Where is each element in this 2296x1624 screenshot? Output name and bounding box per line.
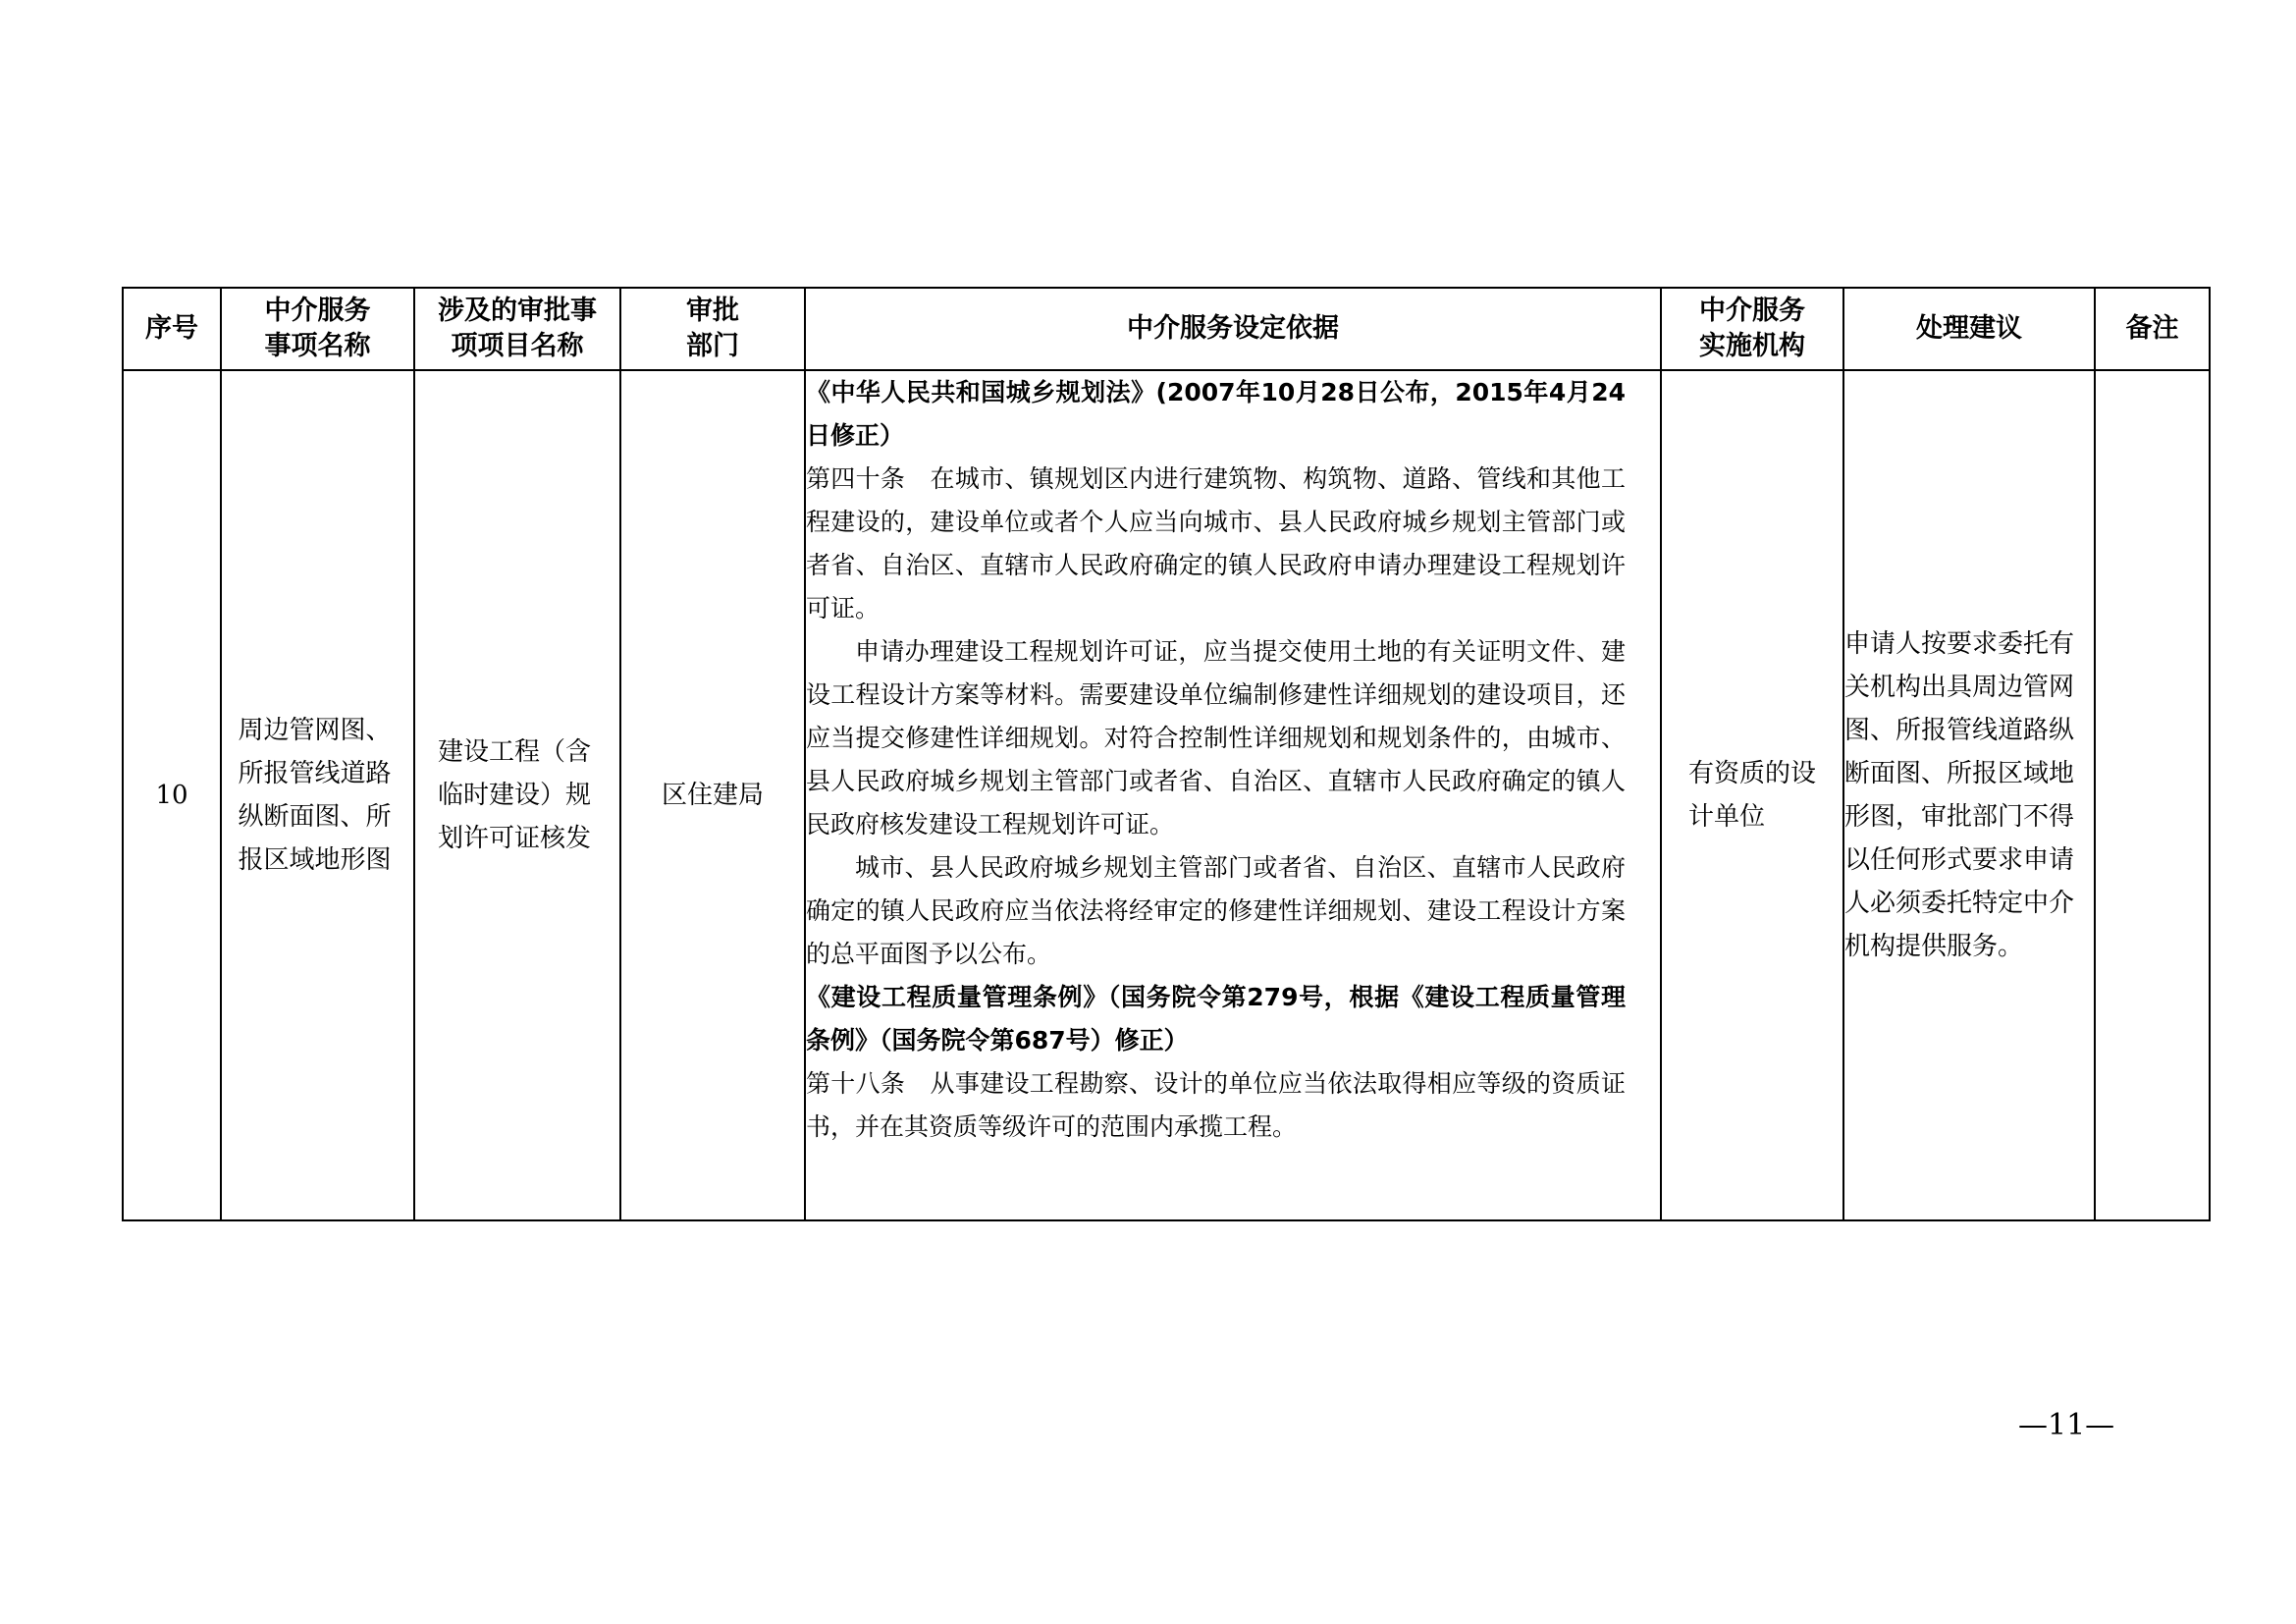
header-dept: 审批部门	[620, 288, 805, 370]
cell-remark	[2095, 370, 2210, 1220]
page-number: —11—	[2018, 1408, 2115, 1442]
law1-paragraph-3: 城市、县人民政府城乡规划主管部门或者省、自治区、直辖市人民政府确定的镇人民政府应当依法将经审定的修建性详细规划、建设工程设计方案的总平面图予以公布。	[806, 853, 1626, 968]
header-approval-item: 涉及的审批事项项目名称	[414, 288, 620, 370]
cell-seq: 10	[123, 370, 221, 1220]
law1-article: 第四十条 在城市、镇规划区内进行建筑物、构筑物、道路、管线和其他工程建设的，建设单位或者个人应当向城市、县人民政府城乡规划主管部门或者省、自治区、直辖市人民政府确定的镇人民政府申请办理建设工程规划许可证。	[806, 464, 1626, 623]
law1-paragraph-2: 申请办理建设工程规划许可证，应当提交使用土地的有关证明文件、建设工程设计方案等材料。需要建设单位编制修建性详细规划的建设项目，还应当提交修建性详细规划。对符合控制性详细规划和规划条件的，由城市、县人民政府城乡规划主管部门或者省、自治区、直辖市人民政府确定的镇人民政府核发建设工程规划许可证。	[806, 637, 1626, 839]
cell-suggestion: 申请人按要求委托有关机构出具周边管网图、所报管线道路纵断面图、所报区域地形图，审批部门不得以任何形式要求申请人必须委托特定中介机构提供服务。	[1843, 370, 2095, 1220]
cell-item-name: 周边管网图、所报管线道路纵断面图、所报区域地形图	[221, 370, 414, 1220]
header-agency: 中介服务实施机构	[1661, 288, 1843, 370]
cell-agency: 有资质的设计单位	[1661, 370, 1843, 1220]
header-remark: 备注	[2095, 288, 2210, 370]
header-basis: 中介服务设定依据	[805, 288, 1661, 370]
header-seq: 序号	[123, 288, 221, 370]
cell-approval-item: 建设工程（含临时建设）规划许可证核发	[414, 370, 620, 1220]
header-item-name: 中介服务事项名称	[221, 288, 414, 370]
table-row	[123, 370, 2210, 1220]
law1-title: 《中华人民共和国城乡规划法》(2007年10月28日公布，2015年4月24日修正）	[806, 378, 1626, 450]
law2-article: 第十八条 从事建设工程勘察、设计的单位应当依法取得相应等级的资质证书，并在其资质等级许可的范围内承揽工程。	[806, 1069, 1626, 1141]
intermediary-service-table	[122, 287, 2211, 1221]
cell-basis	[805, 370, 1661, 1220]
table-header-row	[123, 288, 2210, 370]
cell-dept: 区住建局	[620, 370, 805, 1220]
law2-title: 《建设工程质量管理条例》（国务院令第279号，根据《建设工程质量管理条例》（国务院令第687号）修正）	[806, 983, 1626, 1055]
header-suggestion: 处理建议	[1843, 288, 2095, 370]
